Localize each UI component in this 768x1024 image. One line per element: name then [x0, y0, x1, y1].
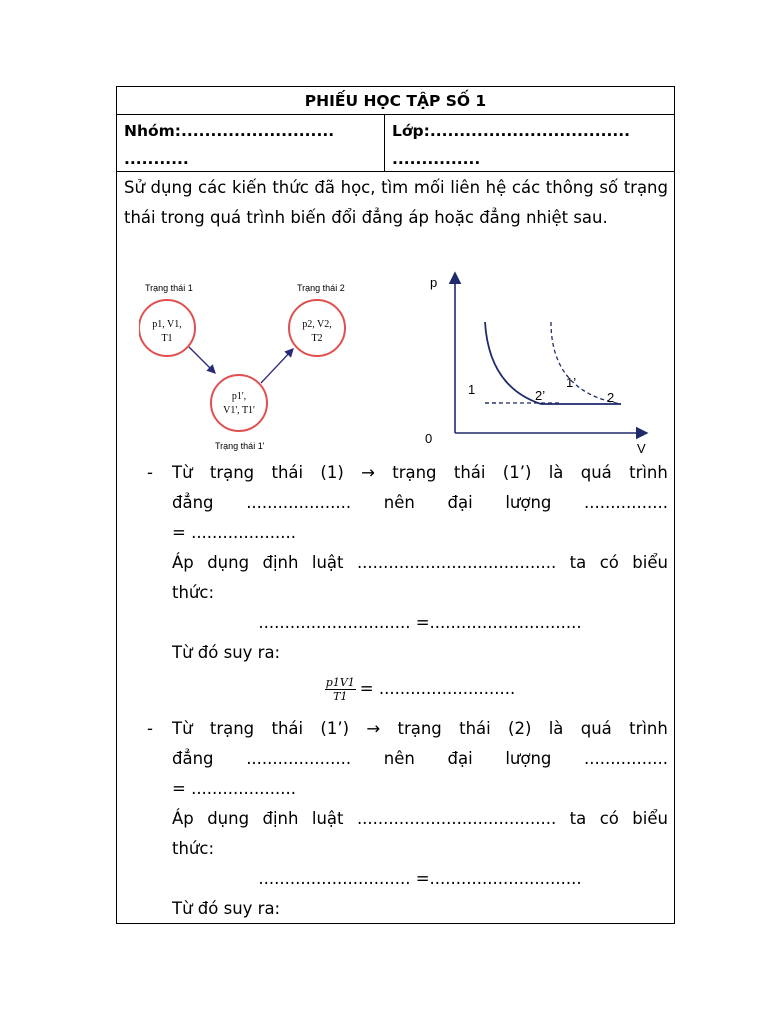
state1p-pressure: p1', [231, 391, 247, 402]
step1-bullet: - [147, 463, 153, 482]
step1-line4 [172, 548, 668, 578]
step2-line1 [172, 714, 668, 744]
blank-quantity: ................ [584, 493, 668, 512]
word: có [599, 809, 619, 828]
word: nên [383, 749, 415, 768]
arrow-symbol: → [366, 719, 381, 738]
point-2-label: 2 [607, 390, 615, 405]
worksheet-title: PHIẾU HỌC TẬP SỐ 1 [117, 87, 674, 115]
state1p-params: V1', T1' [223, 405, 255, 416]
word: (1) [320, 463, 344, 482]
word: trình [629, 719, 668, 738]
word: quá [580, 719, 612, 738]
word: thái [271, 719, 304, 738]
word: thái [271, 463, 304, 482]
word: đại [447, 493, 473, 512]
word: định [262, 553, 299, 572]
v-axis-label: V [637, 441, 646, 453]
word: lượng [505, 493, 552, 512]
word: định [262, 809, 299, 828]
point-2p-label: 2’ [535, 388, 546, 403]
step1-conclusion-label: Từ đó suy ra: [172, 643, 281, 662]
p-axis-label: p [430, 275, 438, 290]
word: trạng [392, 463, 437, 482]
word: luật [311, 809, 344, 828]
pv-graph [401, 263, 661, 453]
blank-quantity: ................ [584, 749, 668, 768]
word: (1’) [502, 463, 532, 482]
word: lượng [505, 749, 552, 768]
step2-line5: thức: [172, 839, 215, 858]
state1p-label: Trạng thái 1' [215, 441, 265, 451]
word: đại [447, 749, 473, 768]
group-class-row [117, 115, 674, 172]
blank-law: ...................................... [356, 809, 557, 828]
class-cell [385, 115, 674, 173]
step2-bullet: - [147, 719, 153, 738]
step1-equation-blank: ............................. =............................. [258, 613, 582, 632]
word: dụng [207, 809, 250, 828]
step1-line1 [172, 458, 668, 488]
word: là [548, 463, 564, 482]
fraction-numerator: p1V1 [325, 676, 355, 689]
point-1-label: 1 [468, 382, 476, 397]
word: ta [569, 553, 587, 572]
step1-line2 [172, 488, 668, 518]
state2-label: Trạng thái 2 [297, 283, 345, 293]
word: thái [459, 719, 491, 738]
word: Từ [172, 463, 193, 482]
state2-temp: T2 [311, 333, 323, 344]
step2-equation-blank: ............................. =............................. [258, 869, 582, 888]
word: (2) [508, 719, 532, 738]
point-1p-label: 1’ [566, 375, 577, 390]
step2-line4 [172, 804, 668, 834]
arrow-symbol: → [361, 463, 375, 482]
word: ta [569, 809, 587, 828]
blank-process: .................... [246, 493, 352, 512]
word: là [548, 719, 564, 738]
group-label: Nhóm: [124, 122, 182, 140]
word: quá [580, 463, 612, 482]
result-blank: = .......................... [359, 679, 516, 698]
class-label: Lớp: [392, 122, 430, 140]
arrow-1p-to-2 [261, 349, 293, 383]
fraction-denominator: T1 [333, 690, 348, 703]
word: biểu [632, 809, 668, 828]
word: thái [453, 463, 486, 482]
step2-line2 [172, 744, 668, 774]
word: có [599, 553, 619, 572]
word: đẳng [172, 493, 214, 512]
group-cell [117, 115, 385, 171]
word: Áp [172, 809, 194, 828]
word: trạng [209, 463, 255, 482]
fraction [325, 676, 356, 703]
word: nên [383, 493, 415, 512]
arrow-1-to-1p [189, 347, 215, 373]
blank-law: ...................................... [356, 553, 557, 572]
origin-label: 0 [425, 431, 433, 446]
blank-process: .................... [246, 749, 352, 768]
class-dots-continued: ............... [392, 150, 481, 168]
word: luật [311, 553, 344, 572]
word: (1’) [320, 719, 350, 738]
intro-paragraph: Sử dụng các kiến thức đã học, tìm mối liên hệ các thông số trạng thái trong quá trình biến đổi đẳng áp hoặc đẳng nhiệt sau. [124, 178, 668, 227]
word: trình [629, 463, 668, 482]
state1p-circle [211, 375, 267, 431]
word: dụng [207, 553, 250, 572]
state1-params: p1, V1, [152, 319, 182, 330]
state2-params: p2, V2, [302, 319, 332, 330]
step2-line3: = .................... [172, 779, 296, 798]
word: trạng [397, 719, 442, 738]
word: Từ [172, 719, 193, 738]
state1-label: Trạng thái 1 [145, 283, 193, 293]
word: Áp [172, 553, 194, 572]
isotherm-solid [485, 322, 541, 404]
word: trạng [209, 719, 255, 738]
step2-conclusion-label: Từ đó suy ra: [172, 899, 281, 918]
group-dots: .......................... [181, 122, 335, 140]
class-dots: .................................. [429, 122, 631, 140]
state-diagram [139, 275, 369, 455]
step1-result-line [172, 674, 668, 704]
word: biểu [632, 553, 668, 572]
state1-temp: T1 [161, 333, 173, 344]
step1-line5: thức: [172, 583, 215, 602]
group-dots-continued: ........... [124, 150, 189, 168]
worksheet-table [116, 86, 675, 924]
word: đẳng [172, 749, 214, 768]
step1-line3: = .................... [172, 523, 296, 542]
